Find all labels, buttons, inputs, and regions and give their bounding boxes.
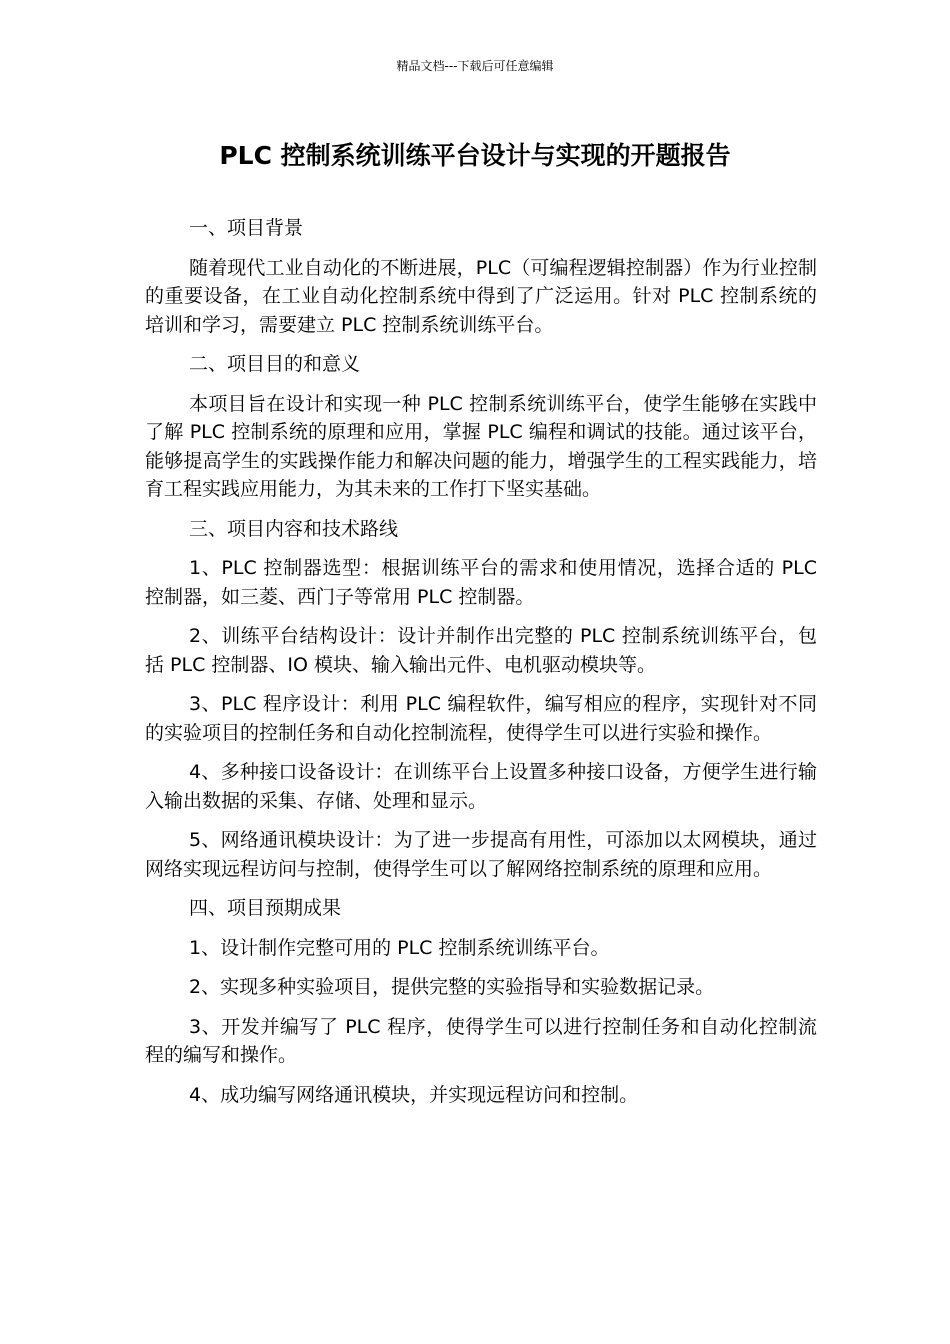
document-body [145,214,817,1120]
header-note: 精品文档---下载后可任意编辑 [396,59,554,73]
paragraph-background: 随着现代工业自动化的不断进展，PLC（可编程逻辑控制器）作为行业控制的重要设备，在工业自动化控制系统中得到了广泛运用。针对 PLC 控制系统的培训和学习，需要建立 PLC 控制系统训练平台。 [145,256,817,336]
list-item-content-3: 3、PLC 程序设计：利用 PLC 编程软件，编写相应的程序，实现针对不同的实验项目的控制任务和自动化控制流程，使得学生可以进行实验和操作。 [145,693,817,744]
list-item-outcome-2: 2、实现多种实验项目，提供完整的实验指导和实验数据记录。 [189,976,715,998]
list-item-content-2: 2、训练平台结构设计：设计并制作出完整的 PLC 控制系统训练平台，包括 PLC 控制器、IO 模块、输入输出元件、电机驱动模块等。 [145,625,817,676]
list-item-outcome-4: 4、成功编写网络通讯模块，并实现远程访问和控制。 [189,1083,639,1106]
section-heading-purpose: 二、项目目的和意义 [189,353,361,375]
list-item-outcome-1: 1、设计制作完整可用的 PLC 控制系统训练平台。 [189,936,610,959]
section-heading-outcomes: 四、项目预期成果 [189,897,342,919]
list-item-content-5: 5、网络通讯模块设计：为了进一步提高有用性，可添加以太网模块，通过网络实现远程访问与控制，使得学生可以了解网络控制系统的原理和应用。 [145,829,817,880]
list-item-content-4: 4、多种接口设备设计：在训练平台上设置多种接口设备，方便学生进行输入输出数据的采集、存储、处理和显示。 [145,761,817,812]
document-title: PLC 控制系统训练平台设计与实现的开题报告 [219,141,731,170]
section-heading-content: 三、项目内容和技术路线 [189,517,399,540]
section-heading-background: 一、项目背景 [189,217,304,239]
list-item-content-1: 1、PLC 控制器选型：根据训练平台的需求和使用情况，选择合适的 PLC 控制器，如三菱、西门子等常用 PLC 控制器。 [145,557,817,608]
paragraph-purpose: 本项目旨在设计和实现一种 PLC 控制系统训练平台，使学生能够在实践中了解 PLC 控制系统的原理和应用，掌握 PLC 编程和调试的技能。通过该平台，能够提高学生的实践操作能力和解决问题的能力，增强学生的工程实践能力，培育工程实践应用能力，为其未来的工作打下坚实基础。 [145,392,817,500]
list-item-outcome-3: 3、开发并编写了 PLC 程序，使得学生可以进行控制任务和自动化控制流程的编写和操作。 [145,1015,817,1066]
